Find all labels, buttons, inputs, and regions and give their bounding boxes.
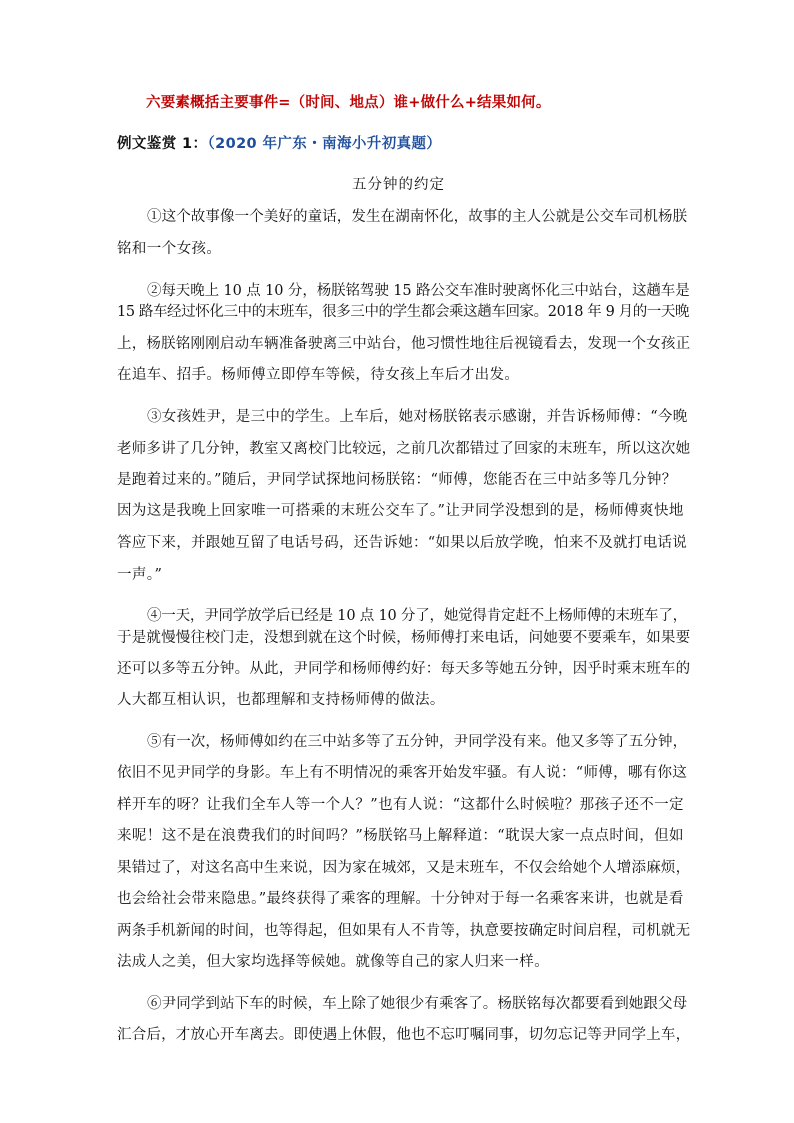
example-label: 例文鉴赏 1： bbox=[117, 136, 208, 152]
article-line: 在追车、招手。杨师傅立即停车等候，待女孩上车后才出发。 bbox=[117, 367, 520, 383]
article-line: 两条手机新闻的时间，也等得起，但如果有人不肯等，执意要按确定时间启程，司机就无 bbox=[117, 923, 691, 939]
article-line: 答应下来，并跟她互留了电话号码，还告诉她：“如果以后放学晚，怕来不及就打电话说 bbox=[117, 535, 688, 551]
article-line: 也会给社会带来隐患。”最终获得了乘客的理解。十分钟对于每一名乘客来讲，也就是看 bbox=[117, 891, 684, 907]
article-line: 果错过了，对这名高中生来说，因为家在城郊，又是末班车，不仅会给她个人增添麻烦， bbox=[117, 860, 691, 876]
article-line: 老师多讲了几分钟，教室又离校门比较远，之前几次都错过了回家的末班车，所以这次她 bbox=[117, 441, 691, 457]
article-line: 15 路车经过怀化三中的末班车，很多三中的学生都会乘这趟车回家。2018 年 9 月的一天晚 bbox=[117, 304, 690, 320]
article-line: 一声。” bbox=[117, 567, 163, 583]
article-line: ④一天，尹同学放学后已经是 10 点 10 分了，她觉得肯定赶不上杨师傅的末班车了， bbox=[147, 608, 687, 624]
article-line: 于是就慢慢往校门走，没想到就在这个时候，杨师傅打来电话，问她要不要乘车，如果要 bbox=[117, 630, 691, 646]
article-line: 还可以多等五分钟。从此，尹同学和杨师傅约好：每天多等她五分钟，因乎时乘末班车的 bbox=[117, 661, 691, 677]
summary-rule-heading: 六要素概括主要事件=（时间、地点）谁+做什么+结果如何。 bbox=[146, 94, 551, 111]
article-line: ③女孩姓尹，是三中的学生。上车后，她对杨朕铭表示感谢，并告诉杨师傅：“今晚 bbox=[147, 409, 688, 425]
article-line: 上，杨朕铭刚刚启动车辆准备驶离三中站台，他习惯性地往后视镜看去，发现一个女孩正 bbox=[117, 336, 691, 352]
article-line: 因为这是我晚上回家唯一可搭乘的末班公交车了。”让尹同学没想到的是，杨师傅爽快地 bbox=[117, 503, 684, 519]
article-title: 五分钟的约定 bbox=[352, 177, 445, 193]
article-line: 样开车的呀？让我们全车人等一个人？”也有人说：“这都什么时候啦？那孩子还不一定 bbox=[117, 797, 684, 813]
article-line: 汇合后，才放心开车离去。即使遇上休假，他也不忘叮嘱同事，切勿忘记等尹同学上车， bbox=[117, 1027, 691, 1043]
article-line: ①这个故事像一个美好的童话，发生在湖南怀化，故事的主人公就是公交车司机杨朕 bbox=[147, 209, 688, 225]
article-line: 是跑着过来的。”随后，尹同学试探地问杨朕铭：“师傅，您能否在三中站多等几分钟？ bbox=[117, 472, 677, 488]
article-line: ②每天晚上 10 点 10 分，杨朕铭驾驶 15 路公交车准时驶离怀化三中站台，这趟车是 bbox=[147, 283, 690, 299]
example-source: （2020 年广东・南海小升初真题） bbox=[207, 136, 442, 152]
example-heading bbox=[117, 134, 441, 154]
article-line: 人大都互相认识，也都理解和支持杨师傅的做法。 bbox=[117, 692, 445, 708]
article-line: ⑥尹同学到站下车的时候，车上除了她很少有乘客了。杨朕铭每次都要看到她跟父母 bbox=[147, 996, 688, 1012]
article-line: ⑤有一次，杨师傅如约在三中站多等了五分钟，尹同学没有来。他又多等了五分钟， bbox=[147, 734, 688, 750]
article-line: 来呢！这不是在浪费我们的时间吗？”杨朕铭马上解释道：“耽误大家一点点时间，但如 bbox=[117, 828, 684, 844]
article-line: 法成人之美，但大家均选择等候她。就像等自己的家人归来一样。 bbox=[117, 954, 550, 970]
article-line: 铭和一个女孩。 bbox=[117, 241, 222, 257]
article-line: 依旧不见尹同学的身影。车上有不明情况的乘客开始发牢骚。有人说：“师傅，哪有你这 bbox=[117, 765, 688, 781]
